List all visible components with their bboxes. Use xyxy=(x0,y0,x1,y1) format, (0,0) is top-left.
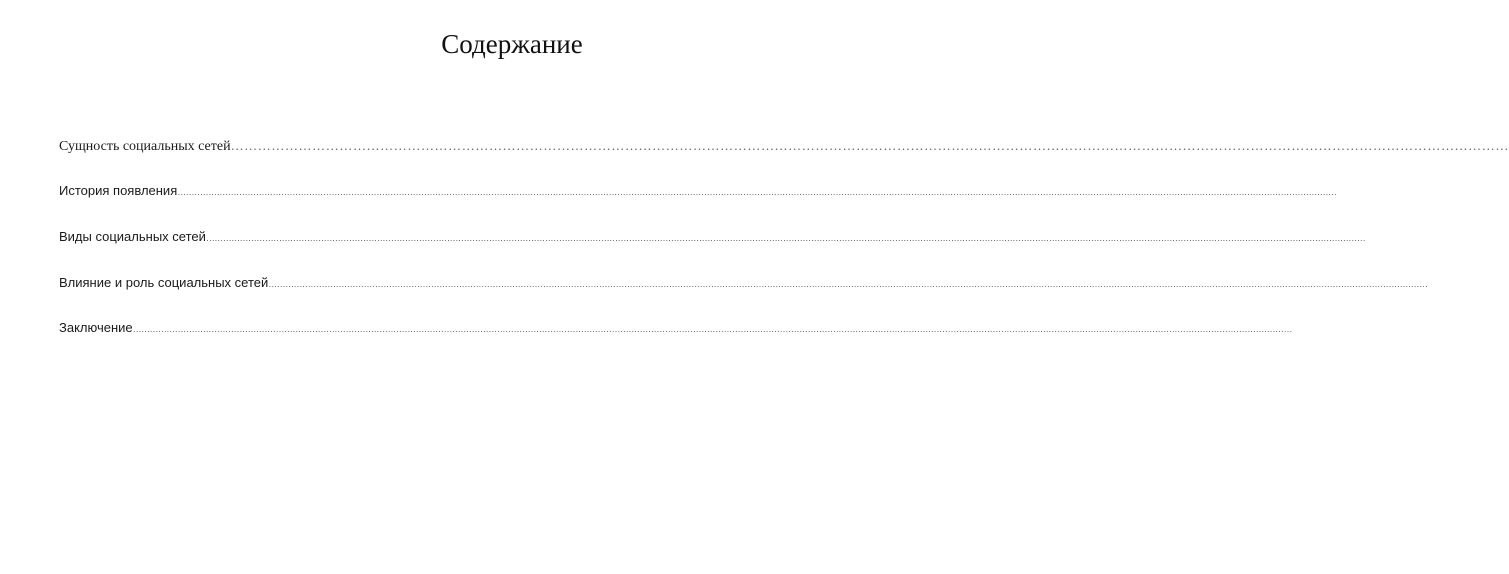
page-title: Содержание xyxy=(441,29,583,59)
toc-item-essence xyxy=(59,138,1509,158)
toc-leader-dots: ……………………………………………………………………………………………………………………………………………………………………………………………………………………………………………………………………………………………………………………………………………………………………………… xyxy=(268,279,1428,289)
toc-item-types xyxy=(59,229,1366,249)
toc-item-influence xyxy=(59,275,1428,295)
toc-item-label: Влияние и роль социальных сетей xyxy=(59,275,269,290)
toc-item-label: История появления xyxy=(59,183,178,198)
toc-item-label: Заключение xyxy=(59,320,133,335)
toc-item-history xyxy=(59,183,1337,203)
toc-item-conclusion xyxy=(59,320,1292,340)
toc-leader-dots: ……………………………………………………………………………………………………………………………………………………………………………………………………………………………………………………………………………………………………………………………………………………………………………… xyxy=(205,233,1366,243)
toc-leader-dots: ………………………………………………………………………………………………………………………………………………………………………………………………………………………………………………………… xyxy=(230,138,1509,153)
toc-item-label: Сущность социальных сетей xyxy=(59,139,231,154)
toc-leader-dots: ……………………………………………………………………………………………………………………………………………………………………………………………………………………………………………………………………………………………………………………………………………………………………………… xyxy=(177,187,1337,197)
toc-item-label: Виды социальных сетей xyxy=(59,229,206,244)
toc-leader-dots: ……………………………………………………………………………………………………………………………………………………………………………………………………………………………………………………………………………………………………………………………………………………………………………… xyxy=(132,324,1292,334)
